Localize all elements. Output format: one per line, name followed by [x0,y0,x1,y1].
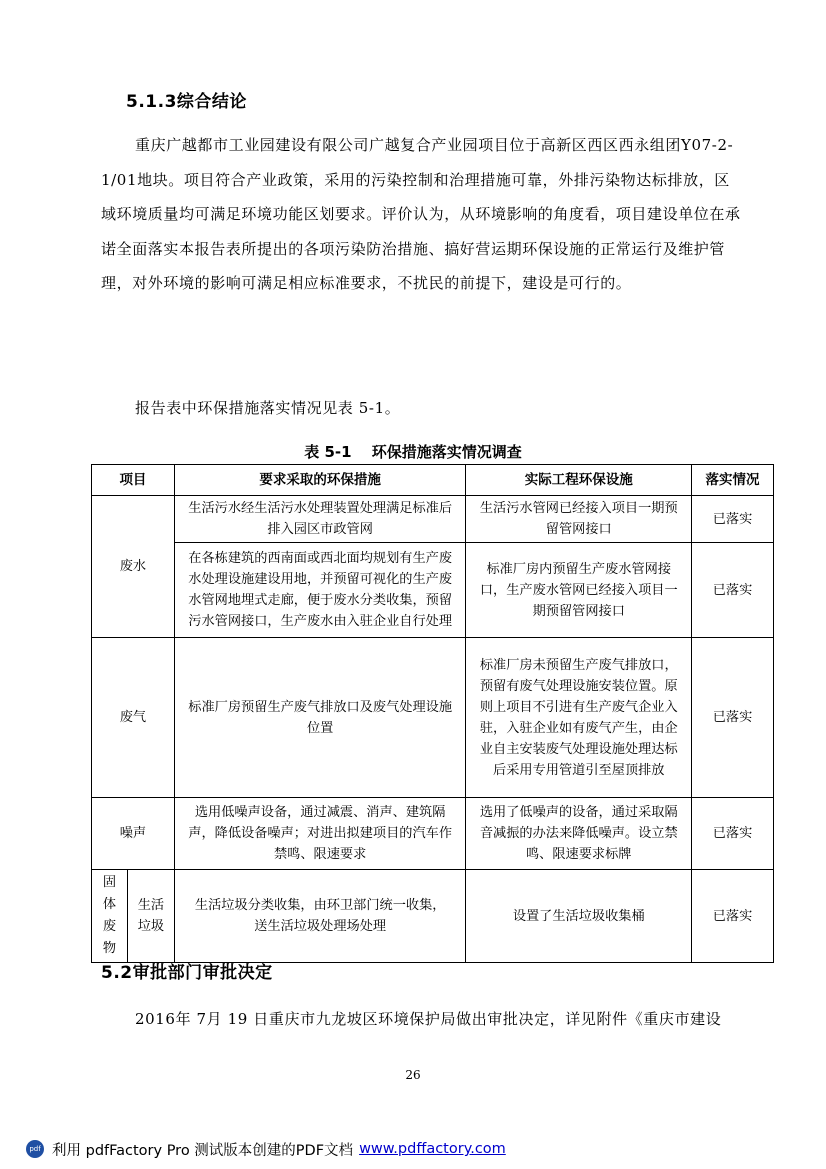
table-caption: 表 5-1 环保措施落实情况调查 [304,443,522,461]
category-cell: 固 体 废 物 [92,870,128,963]
conclusion-paragraph [101,128,741,301]
table-intro-paragraph [101,391,741,426]
footer-link[interactable]: www.pdffactory.com [359,1141,506,1157]
actual-cell: 标准厂房未预留生产废气排放口，预留有废气处理设施安装位置。原则上项目不引进有生产废气企业入驻，入驻企业如有废气产生，由企业自主安装废气处理设施处理达标后采用专用管道引至屋顶排放 [466,638,692,798]
status-cell: 已落实 [692,798,774,870]
header-required-measures: 要求采取的环保措施 [174,465,466,496]
status-cell: 已落实 [692,496,774,543]
section-title: 5.1.3综合结论 [126,92,247,112]
pdf-footer [26,1137,506,1161]
status-cell: 已落实 [692,870,774,963]
env-measures-table [91,464,774,963]
subcategory-cell: 生活 垃圾 [127,870,174,963]
status-cell: 已落实 [692,638,774,798]
header-actual-facilities: 实际工程环保设施 [466,465,692,496]
approval-text: 2016年 7月 19 日重庆市九龙坡区环境保护局做出审批决定，详见附件《重庆市建设 [135,1010,722,1028]
category-cell: 废气 [92,638,175,798]
table-row [92,543,774,638]
actual-cell: 设置了生活垃圾收集桶 [466,870,692,963]
table-header-row [92,465,774,496]
header-status: 落实情况 [692,465,774,496]
header-item: 项目 [92,465,175,496]
status-cell: 已落实 [692,543,774,638]
actual-cell: 标准厂房内预留生产废水管网接口，生产废水管网已经接入项目一期预留管网接口 [466,543,692,638]
category-cell: 废水 [92,496,175,638]
page-number: 26 [405,1068,421,1082]
section-title: 5.2审批部门审批决定 [101,963,273,983]
actual-cell: 选用了低噪声的设备，通过采取隔音减振的办法来降低噪声。设立禁鸣、限速要求标牌 [466,798,692,870]
actual-cell: 生活污水管网已经接入项目一期预留管网接口 [466,496,692,543]
table-row [92,496,774,543]
required-cell: 生活垃圾分类收集，由环卫部门统一收集，送生活垃圾处理场处理 [174,870,466,963]
table-row [92,870,774,963]
required-cell: 选用低噪声设备，通过减震、消声、建筑隔声，降低设备噪声；对进出拟建项目的汽车作禁鸣、限速要求 [174,798,466,870]
required-cell: 在各栋建筑的西南面或西北面均规划有生产废水处理设施建设用地，并预留可视化的生产废水管网地埋式走廊，便于废水分类收集，预留污水管网接口，生产废水由入驻企业自行处理 [174,543,466,638]
pdffactory-logo-icon: pdf [26,1140,44,1158]
table-row [92,638,774,798]
approval-paragraph [101,1002,741,1037]
table-row [92,798,774,870]
required-cell: 生活污水经生活污水处理装置处理满足标准后排入园区市政管网 [174,496,466,543]
conclusion-text: 重庆广越都市工业园建设有限公司广越复合产业园项目位于高新区西区西永组团Y07-2-1/01地块。项目符合产业政策，采用的污染控制和治理措施可靠，外排污染物达标排放，区域环境质量均可满足环境功能区划要求。评价认为，从环境影响的角度看，项目建设单位在承诺全面落实本报告表所提出的各项污染防治措施、搞好营运期环保设施的正常运行及维护管理，对外环境的影响可满足相应标准要求，不扰民的前提下，建设是可行的。 [101,136,741,292]
footer-text: 利用 pdfFactory Pro 测试版本创建的PDF文档 [52,1142,354,1159]
table-intro-text: 报告表中环保措施落实情况见表 5-1。 [135,399,401,417]
required-cell: 标准厂房预留生产废气排放口及废气处理设施位置 [174,638,466,798]
category-cell: 噪声 [92,798,175,870]
